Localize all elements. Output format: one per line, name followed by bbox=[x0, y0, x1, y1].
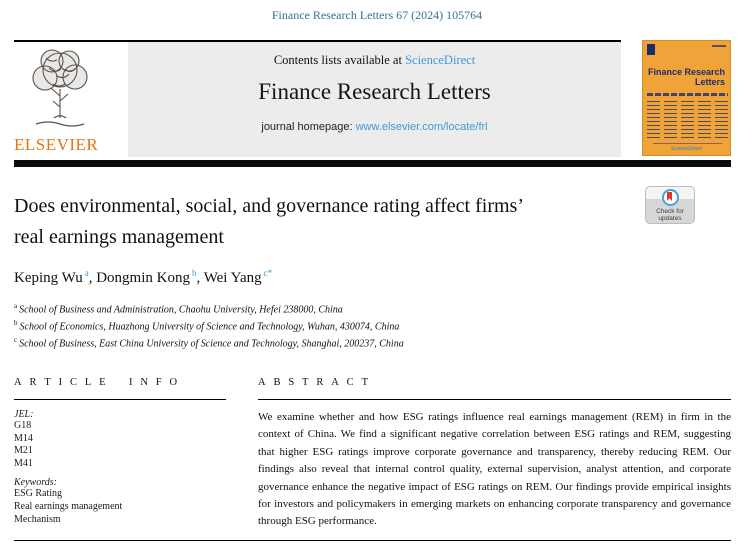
sciencedirect-link[interactable]: ScienceDirect bbox=[405, 53, 476, 67]
keywords-label: Keywords: bbox=[14, 477, 57, 489]
affiliations-block bbox=[14, 300, 404, 351]
jel-code: M41 bbox=[14, 457, 33, 469]
affiliation-line bbox=[14, 334, 404, 351]
elsevier-tree-icon bbox=[20, 44, 100, 132]
keyword: Mechanism bbox=[14, 513, 61, 525]
affiliation-sup: a bbox=[14, 302, 18, 310]
jel-code: M21 bbox=[14, 445, 33, 457]
elsevier-wordmark: ELSEVIER bbox=[14, 135, 99, 154]
cover-sciencedirect-label: ScienceDirect bbox=[671, 146, 702, 152]
journal-title: Finance Research Letters bbox=[258, 79, 491, 104]
check-updates-label: Check for updates bbox=[656, 208, 684, 222]
author-name: Wei Yang bbox=[203, 270, 262, 286]
abstract-heading: A B S T R A C T bbox=[258, 377, 372, 388]
cover-elsevier-mark-icon bbox=[647, 44, 655, 55]
jel-code: M14 bbox=[14, 432, 33, 444]
article-info-heading: A R T I C L E I N F O bbox=[14, 377, 181, 388]
cover-title-line2: Letters bbox=[694, 77, 725, 87]
header-divider-bar bbox=[14, 160, 731, 167]
article-title-line2: real earnings management bbox=[14, 226, 224, 248]
abstract-column bbox=[258, 377, 731, 531]
affiliation-text: School of Business, East China University of Science and Technology, Shanghai, 200237, China bbox=[19, 338, 404, 350]
affiliation-sup: b bbox=[14, 319, 18, 328]
journal-banner bbox=[128, 42, 621, 157]
author bbox=[196, 270, 272, 286]
cover-journal-title bbox=[645, 67, 725, 87]
authors-line bbox=[14, 268, 272, 287]
affiliation-line bbox=[14, 317, 404, 334]
cover-contents-rule bbox=[647, 93, 728, 96]
keyword: ESG Rating bbox=[14, 488, 63, 500]
affiliation-text: School of Business and Administration, Chaohu University, Hefei 238000, China bbox=[19, 304, 343, 316]
article-info-rule bbox=[14, 399, 226, 400]
author-affiliation-sup: b bbox=[191, 268, 197, 278]
abstract-rule bbox=[258, 399, 731, 400]
abstract-text: We examine whether and how ESG ratings influence real earnings management (REM) in firm in the context of China. We find a significant negative correlation between ESG ratings and REM, suggesting that higher ESG ratings improve corporate governance and transparency, thereby reducing REM. Our findings also reveal that internal control quality, external supervision, analyst attention, and corporate governance enhance the negative impact of ESG ratings on REM. Our findings provide empirical insights for investors and policymakers in emerging markets on enhancing corporate transparency and governance through ESG performance. bbox=[258, 411, 731, 528]
homepage-line bbox=[128, 121, 621, 133]
affiliation-sup: c bbox=[14, 336, 18, 345]
cover-contents-listing bbox=[647, 101, 728, 139]
author-name: Dongmin Kong bbox=[96, 270, 190, 286]
jel-label: JEL: bbox=[14, 409, 34, 420]
journal-cover-thumbnail bbox=[642, 40, 731, 156]
elsevier-logo bbox=[14, 42, 128, 157]
homepage-link[interactable]: www.elsevier.com/locate/frl bbox=[355, 121, 488, 133]
article-info-column bbox=[14, 377, 226, 531]
article-title-line1: Does environmental, social, and governance rating affect firms’ bbox=[14, 195, 524, 217]
jel-code: G18 bbox=[14, 420, 32, 431]
affiliation-line bbox=[14, 300, 404, 317]
bookmark-icon bbox=[662, 189, 679, 206]
homepage-line-prefix: journal homepage: bbox=[261, 121, 356, 133]
author bbox=[14, 270, 89, 286]
contents-line bbox=[128, 42, 621, 68]
author bbox=[89, 270, 197, 286]
info-abstract-section bbox=[14, 377, 731, 531]
cover-title-line1: Finance Research bbox=[647, 67, 725, 77]
journal-reference: Finance Research Letters 67 (2024) 105764 bbox=[271, 8, 483, 22]
contents-line-prefix: Contents lists available at bbox=[273, 53, 406, 67]
article-title bbox=[14, 191, 614, 253]
cover-issue-info bbox=[712, 45, 726, 47]
author-affiliation-sup: c* bbox=[263, 268, 273, 278]
page-bottom-rule bbox=[14, 540, 731, 541]
affiliation-text: School of Economics, Huazhong University of Science and Technology, Wuhan, 430074, China bbox=[19, 321, 400, 333]
check-updates-badge[interactable] bbox=[645, 186, 695, 224]
author-name: Keping Wu bbox=[14, 270, 83, 286]
author-affiliation-sup: a bbox=[84, 268, 89, 278]
cover-footer-rule bbox=[653, 143, 722, 144]
keyword: Real earnings management bbox=[14, 500, 123, 512]
